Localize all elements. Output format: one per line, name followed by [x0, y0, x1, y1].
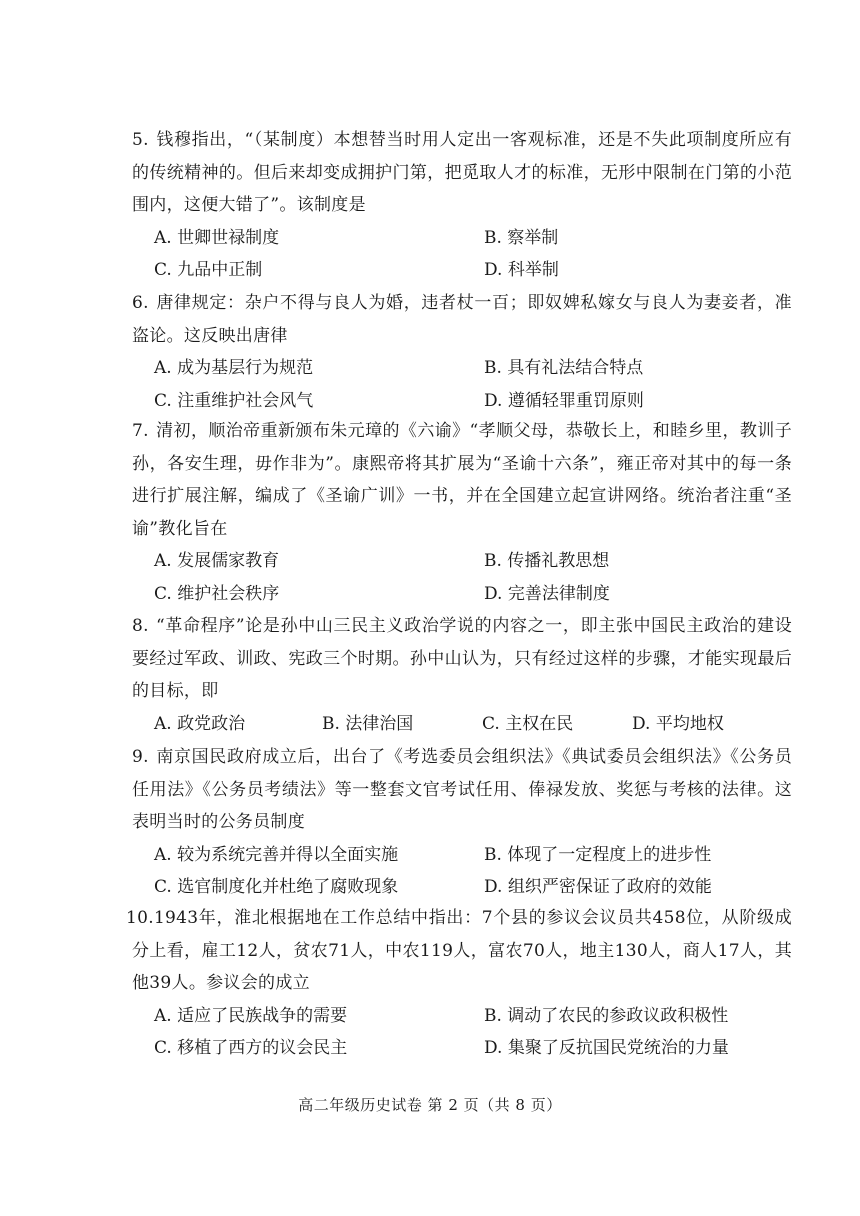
question-stem — [132, 124, 792, 222]
option-a: A. 成为基层行为规范 — [154, 358, 314, 378]
question-8 — [132, 610, 792, 740]
question-7 — [132, 415, 792, 610]
question-number: 6. — [132, 293, 149, 313]
question-number: 8. — [132, 616, 149, 636]
question-number: 7. — [132, 421, 149, 441]
option-b: B. 调动了农民的参政议政积极性 — [484, 1005, 729, 1026]
question-number: 5. — [132, 130, 149, 150]
option-b: B. 体现了一定程度上的进步性 — [484, 844, 712, 865]
option-b: B. 传播礼教思想 — [484, 551, 610, 571]
option-b: B. 法律治国 — [322, 713, 414, 734]
option-c: C. 九品中正制 — [154, 260, 263, 280]
options — [132, 352, 792, 417]
option-a: A. 政党政治 — [154, 713, 246, 734]
option-c: C. 主权在民 — [482, 713, 574, 734]
question-text: 清初，顺治帝重新颁布朱元璋的《六谕》“孝顺父母，恭敬长上，和睦乡里，教训子孙，各安生理，毋作非为”。康熙帝将其扩展为“圣谕十六条”，雍正帝对其中的每一条进行扩展注解，编成了《圣谕广训》一书，并在全国建立起宣讲网络。统治者注重“圣谕”教化旨在 — [132, 421, 792, 539]
question-text: “革命程序”论是孙中山三民主义政治学说的内容之一，即主张中国民主政治的建设要经过军政、训政、宪政三个时期。孙中山认为，只有经过这样的步骤，才能实现最后的目标，即 — [132, 616, 792, 701]
option-d: D. 集聚了反抗国民党统治的力量 — [484, 1038, 729, 1058]
option-d: D. 科举制 — [484, 260, 559, 280]
question-stem — [132, 415, 792, 545]
option-a: A. 较为系统完善并得以全面实施 — [154, 844, 399, 865]
option-c: C. 移植了西方的议会民主 — [154, 1038, 348, 1058]
options — [132, 1000, 792, 1065]
question-6 — [132, 287, 792, 417]
question-text: 1943年，淮北根据地在工作总结中指出：7个县的参议会议员共458位，从阶级成分上看，雇工12人，贫农71人，中农119人，富农70人，地主130人，商人17人，其他39人。参议会的成立 — [132, 908, 792, 993]
question-text: 南京国民政府成立后，出台了《考选委员会组织法》《典试委员会组织法》《公务员任用法》《公务员考绩法》等一整套文官考试任用、俸禄发放、奖惩与考核的法律。这表明当时的公务员制度 — [132, 747, 792, 832]
page-footer: 高二年级历史试卷 第 2 页（共 8 页） — [298, 1096, 562, 1114]
option-d: D. 平均地权 — [632, 713, 724, 734]
question-text: 唐律规定：杂户不得与良人为婚，违者杖一百；即奴婢私嫁女与良人为妻妾者，准盗论。这反映出唐律 — [132, 293, 792, 346]
option-d: D. 组织严密保证了政府的效能 — [484, 877, 712, 897]
option-c: C. 注重维护社会风气 — [154, 390, 314, 411]
option-a: A. 适应了民族战争的需要 — [154, 1005, 348, 1026]
question-9 — [132, 741, 792, 904]
option-a: A. 世卿世禄制度 — [154, 227, 280, 248]
option-b: B. 具有礼法结合特点 — [484, 358, 644, 378]
question-stem — [126, 902, 792, 1000]
option-c: C. 维护社会秩序 — [154, 583, 280, 604]
options — [132, 839, 792, 904]
options — [132, 545, 792, 610]
question-stem — [132, 287, 792, 352]
option-a: A. 发展儒家教育 — [154, 551, 280, 571]
question-stem — [132, 610, 792, 708]
options — [132, 708, 792, 741]
question-10 — [126, 902, 792, 1065]
question-5 — [132, 124, 792, 287]
option-d: D. 完善法律制度 — [484, 583, 610, 604]
question-text: 钱穆指出，“（某制度）本想替当时用人定出一客观标准，还是不失此项制度所应有的传统精神的。但后来却变成拥护门第，把觅取人才的标准，无形中限制在门第的小范围内，这便大错了”。该制度是 — [132, 130, 792, 215]
question-number: 10. — [126, 908, 154, 928]
question-number: 9. — [132, 747, 149, 767]
question-stem — [132, 741, 792, 839]
options — [132, 222, 792, 287]
option-b: B. 察举制 — [484, 227, 559, 248]
option-d: D. 遵循轻罪重罚原则 — [484, 390, 644, 411]
option-c: C. 选官制度化并杜绝了腐败现象 — [154, 877, 399, 897]
